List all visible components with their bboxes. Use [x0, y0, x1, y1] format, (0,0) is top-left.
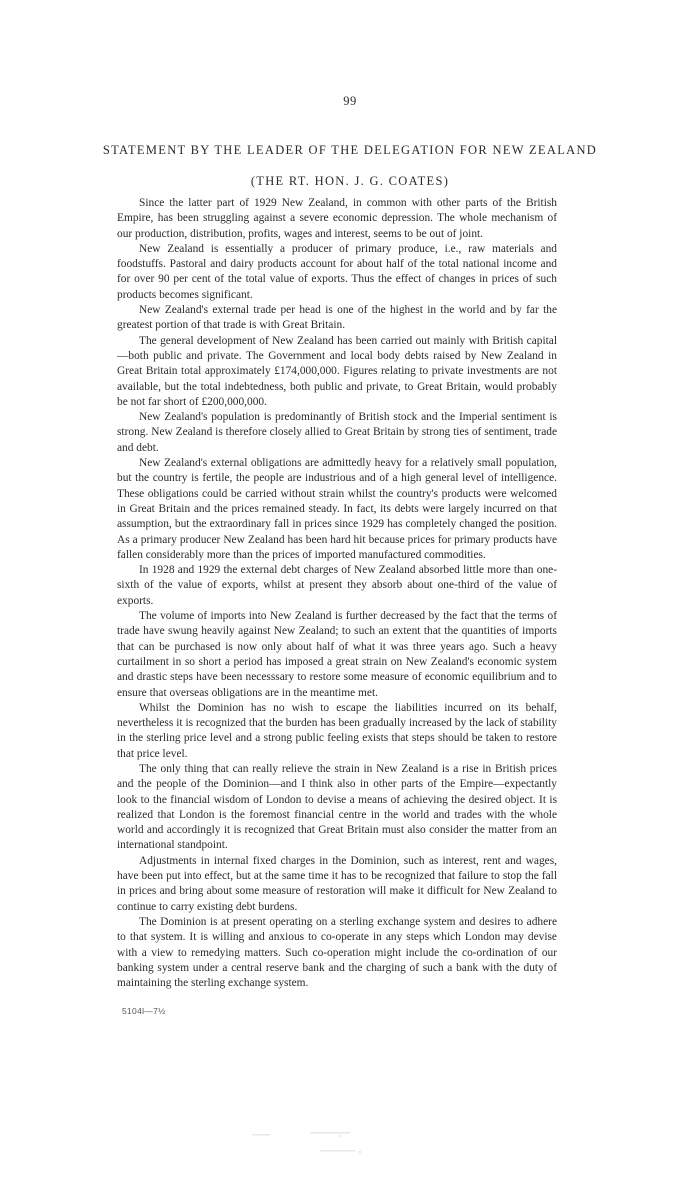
paragraph: Whilst the Dominion has no wish to escape the liabilities incurred on its behalf, nevertheless it is recognized that the burden has been gradually increased by the lack of stability in the sterling price level and a strong public feeling exists that steps should be taken to restore that price level. — [117, 701, 557, 760]
paragraph: In 1928 and 1929 the external debt charges of New Zealand absorbed little more than one-sixth of the value of exports, whilst at present they absorb about one-third of the value of exports. — [117, 564, 557, 607]
paragraph: New Zealand's population is predominantly of British stock and the Imperial sentiment is strong. New Zealand is therefore closely allied to Great Britain by strong ties of sentiment, trade and debt. — [117, 411, 557, 454]
paragraph: New Zealand's external obligations are admittedly heavy for a relatively small population, but the country is fertile, the people are industrious and of a high general level of intelligence. These obligations could be carried without strain whilst the country's products were welcomed in Great Britain and the prices remained steady. In fact, its debts were largely incurred on that assumption, but the extraordinary fall in prices since 1929 has completely changed the position. As a primary producer New Zealand has been hard hit because prices for primary products have fallen considerably more than the prices of imported manufactured commodities. — [117, 457, 557, 561]
printer-signature-mark: 5104l—7½ — [122, 1006, 166, 1016]
statement-body — [117, 196, 557, 991]
page-number: 99 — [343, 94, 357, 108]
statement-subtitle: (THE RT. HON. J. G. COATES) — [250, 174, 450, 188]
paragraph: New Zealand's external trade per head is one of the highest in the world and by far the greatest portion of that trade is with Great Britain. — [117, 304, 557, 332]
paragraph: The only thing that can really relieve the strain in New Zealand is a rise in British prices and the people of the Dominion—and I think also in other parts of the Empire—expectantly look to the financial wisdom of London to devise a means of achieving the desired object. It is realized that London is the foremost financial centre in the world and trades with the whole world and accordingly it is recognized that Great Britain must also consider the matter from an international standpoint. — [117, 762, 557, 852]
paragraph: Adjustments in internal fixed charges in the Dominion, such as interest, rent and wages, have been put into effect, but at the same time it has to be recognized that failure to stop the fall in prices and bring about some measure of restoration will make it difficult for New Zealand to continue to carry existing debt burdens. — [117, 854, 557, 913]
paragraph: Since the latter part of 1929 New Zealand, in common with other parts of the British Empire, has been struggling against a severe economic depression. The whole mechanism of our production, distribution, profits, wages and interest, seems to be out of joint. — [117, 197, 557, 240]
paragraph: The general development of New Zealand has been carried out mainly with British capital—both public and private. The Government and local body debts raised by New Zealand in Great Britain total approximately £174,000,000. Figures relating to private investments are not available, but the total indebtedness, both public and private, to Great Britain, would probably be not far short of £200,000,000. — [117, 334, 557, 408]
paragraph: The Dominion is at present operating on a sterling exchange system and desires to adhere to that system. It is willing and anxious to co-operate in any steps which London may devise with a view to remedying matters. Such co-operation might include the co-ordination of our banking system under a central reserve bank and the charging of such a bank with the duty of maintaining the sterling exchange system. — [117, 915, 557, 990]
faint-stamp-mark — [250, 1130, 380, 1160]
paragraph: The volume of imports into New Zealand is further decreased by the fact that the terms of trade have swung heavily against New Zealand; to such an extent that the quantities of imports that can be purchased is now only about half of what it was three years ago. Such a heavy curtailment in so short a period has imposed a great strain on New Zealand's economic system and drastic steps have been necesssary to restore some measure of economic equilibrium and to ensure that overseas obligations are in the meantime met. — [117, 610, 557, 699]
paragraph: New Zealand is essentially a producer of primary produce, i.e., raw materials and foodstuffs. Pastoral and dairy products account for about half of the total national income and for over 90 per cent of the total value of exports. Thus the effect of changes in prices of such products becomes significant. — [117, 242, 557, 301]
statement-title: STATEMENT BY THE LEADER OF THE DELEGATION FOR NEW ZEALAND — [102, 143, 598, 157]
